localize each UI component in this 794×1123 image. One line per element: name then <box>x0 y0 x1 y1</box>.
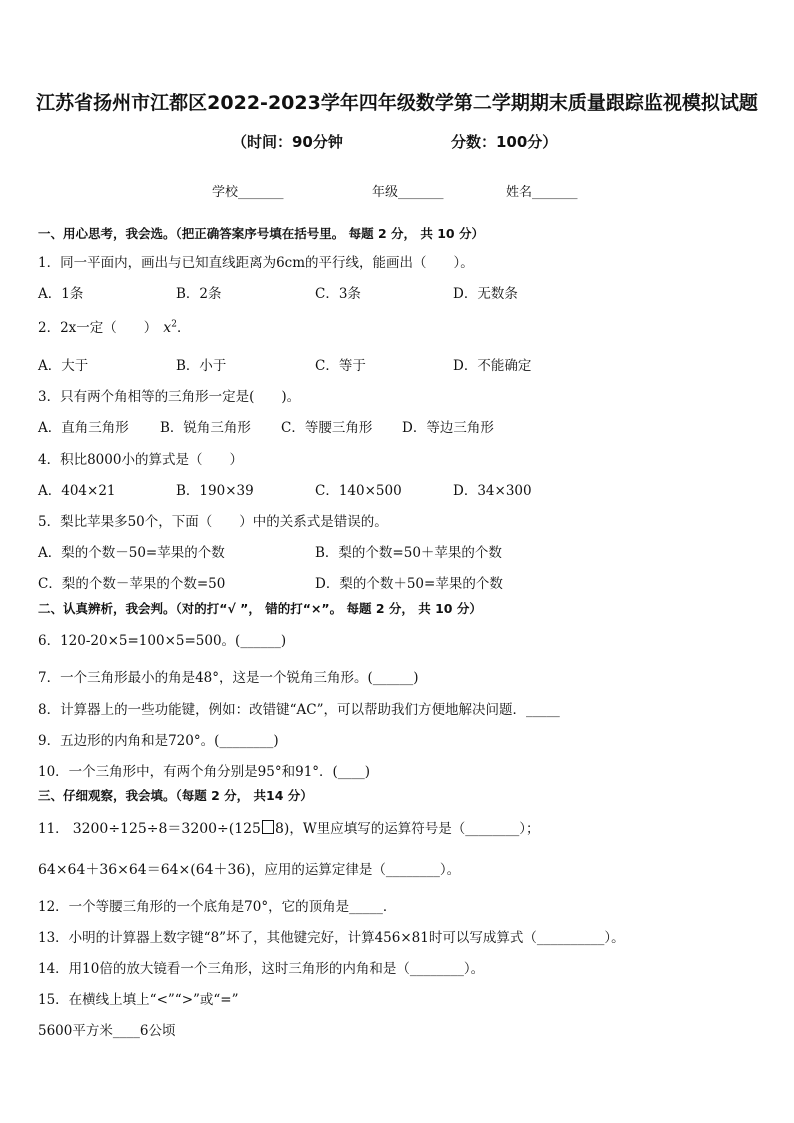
question-15-item: 5600平方米____6公顷 <box>38 1023 176 1039</box>
name-field: 姓名_______ <box>506 185 578 200</box>
question-7: 7．一个三角形最小的角是48°，这是一个锐角三角形。(______) <box>38 670 419 686</box>
q2-variable: x <box>163 320 172 336</box>
q11-expression-a: 3200÷125÷8＝3200÷(125 <box>72 821 261 837</box>
q3-option-c: C．等腰三角形 <box>281 420 373 436</box>
question-4: 4．积比8000小的算式是（ ） <box>38 452 243 468</box>
question-3: 3．只有两个角相等的三角形一定是( )。 <box>38 389 301 405</box>
q5-option-a: A．梨的个数－50=苹果的个数 <box>38 545 225 561</box>
question-2 <box>38 316 190 336</box>
q11-text-2: ，应用的运算定律是（________）。 <box>250 862 461 878</box>
section-1-heading: 一、用心思考，我会选。（把正确答案序号填在括号里。 每题 2 分， 共 10 分） <box>38 226 484 241</box>
q5-option-d: D．梨的个数＋50=苹果的个数 <box>315 576 503 592</box>
q3-option-d: D．等边三角形 <box>402 420 494 436</box>
q4-option-b: B．190×39 <box>176 483 254 499</box>
q11-number: 11． <box>38 821 69 837</box>
q1-option-c: C．3条 <box>315 286 361 302</box>
q2-option-a: A．大于 <box>38 358 89 374</box>
question-5: 5．梨比苹果多50个，下面（ ）中的关系式是错误的。 <box>38 514 388 530</box>
q11-expression-2: 64×64＋36×64＝64×(64＋36) <box>38 862 251 878</box>
q2-option-c: C．等于 <box>315 358 366 374</box>
school-field: 学校_______ <box>212 185 284 200</box>
question-8: 8．计算器上的一些功能键，例如：改错键“AC”，可以帮助我们方便地解决问题．_____ <box>38 702 560 718</box>
grade-field: 年级_______ <box>372 185 444 200</box>
section-2-heading: 二、认真辨析，我会判。（对的打“√ ”， 错的打“×”。 每题 2 分， 共 10 分） <box>38 601 482 616</box>
q5-option-b: B．梨的个数=50＋苹果的个数 <box>315 545 502 561</box>
q2-option-b: B．小于 <box>176 358 227 374</box>
question-6: 6．120-20×5=100×5=500。(______) <box>38 633 287 649</box>
q4-option-a: A．404×21 <box>38 483 116 499</box>
q1-option-a: A．1条 <box>38 286 84 302</box>
q3-option-a: A．直角三角形 <box>38 420 129 436</box>
q2-exponent: 2 <box>171 319 177 330</box>
question-11-part-2 <box>38 858 460 879</box>
page-title: 江苏省扬州市江都区2022-2023学年四年级数学第二学期期末质量跟踪监视模拟试题 <box>36 92 758 114</box>
exam-time: （时间：90分钟 <box>232 133 343 151</box>
q2-suffix: ． <box>176 320 191 336</box>
question-9: 9．五边形的内角和是720°。(________) <box>38 733 279 749</box>
q4-option-d: D．34×300 <box>453 483 532 499</box>
q11-text: ，W里应填写的运算符号是（________）； <box>289 821 540 837</box>
q11-expression-b: 8) <box>274 821 290 837</box>
q2-prefix: 2．2x一定（ ） <box>38 320 158 336</box>
q1-option-b: B．2条 <box>176 286 222 302</box>
question-15: 15．在横线上填上“<”“>”或“=” <box>38 992 239 1008</box>
q3-option-b: B．锐角三角形 <box>160 420 251 436</box>
question-13: 13．小明的计算器上数字键“8”坏了，其他键完好，计算456×81时可以写成算式（__________）。 <box>38 930 625 946</box>
question-10: 10．一个三角形中，有两个角分别是95°和91°．(____) <box>38 764 371 780</box>
question-11 <box>38 817 539 838</box>
exam-score: 分数：100分） <box>451 133 558 151</box>
q2-option-d: D．不能确定 <box>453 358 532 374</box>
section-3-heading: 三、仔细观察，我会填。（每题 2 分， 共14 分） <box>38 788 313 803</box>
question-14: 14．用10倍的放大镜看一个三角形，这时三角形的内角和是（________）。 <box>38 961 485 977</box>
blank-box-icon <box>262 820 274 834</box>
q4-option-c: C．140×500 <box>315 483 402 499</box>
q5-option-c: C．梨的个数－苹果的个数=50 <box>38 576 226 592</box>
question-12: 12．一个等腰三角形的一个底角是70°，它的顶角是_____． <box>38 899 397 915</box>
q1-option-d: D．无数条 <box>453 286 518 302</box>
question-1: 1．同一平面内，画出与已知直线距离为6cm的平行线，能画出（ ）。 <box>38 255 474 271</box>
